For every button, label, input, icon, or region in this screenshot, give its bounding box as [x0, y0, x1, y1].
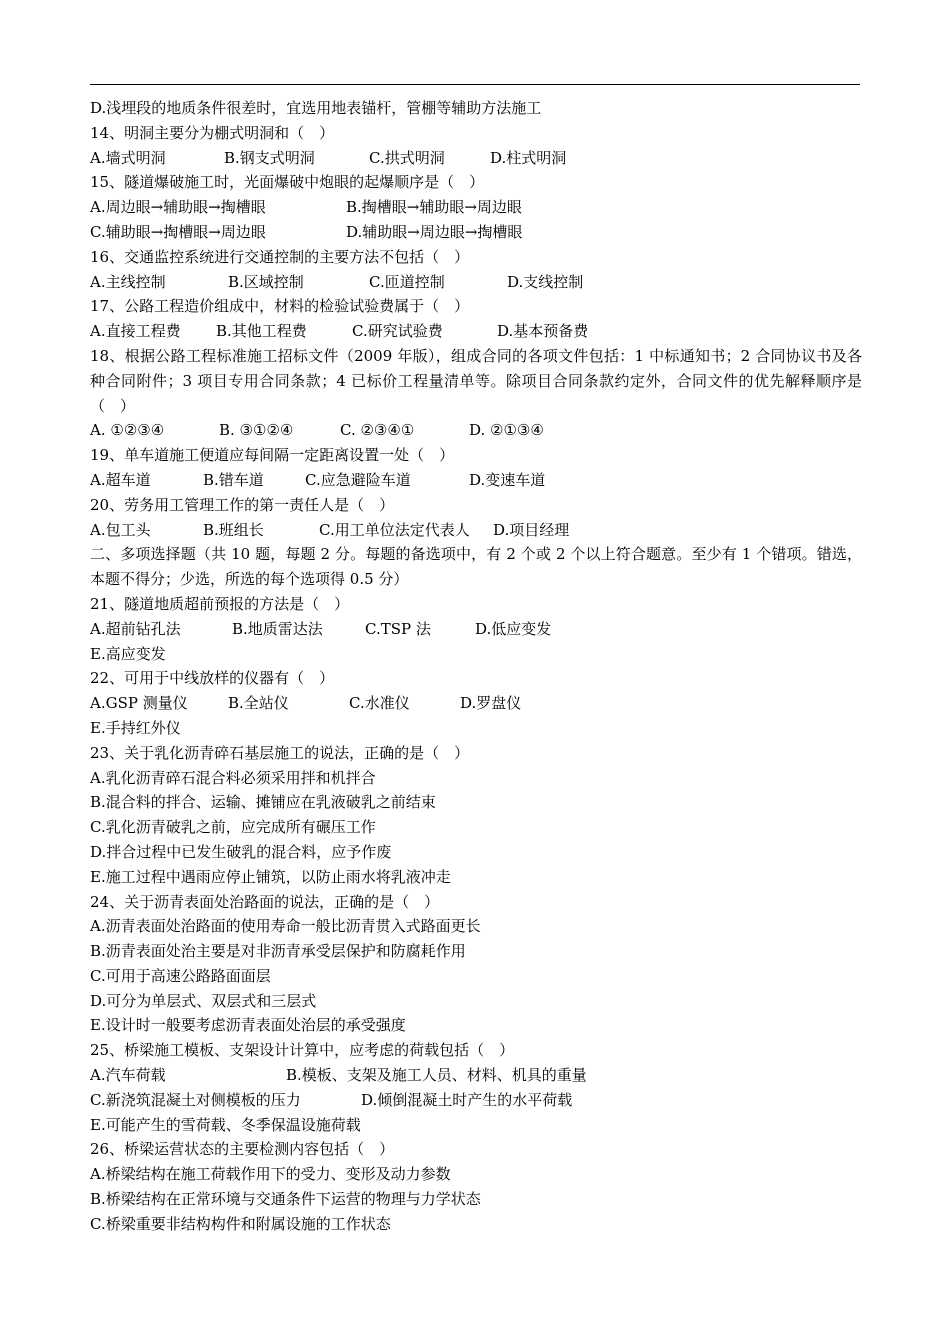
- option-a: A.主线控制: [90, 272, 166, 291]
- option-e: E.设计时一般要考虑沥青表面处治层的承受强度: [90, 1016, 406, 1035]
- question-19-options: [90, 468, 862, 493]
- option-e: E.施工过程中遇雨应停止铺筑，以防止雨水将乳液冲走: [90, 867, 451, 886]
- option-c: C.辅助眼→掏槽眼→周边眼: [90, 222, 266, 241]
- question-17: 17、公路工程造价组成中，材料的检验试验费属于（ ）: [90, 297, 470, 316]
- option-d: D.支线控制: [507, 272, 584, 291]
- option-a: A.超车道: [90, 470, 151, 489]
- question-23: 23、关于乳化沥青碎石基层施工的说法，正确的是（ ）: [90, 743, 470, 762]
- option-a: A.周边眼→辅助眼→掏槽眼: [90, 198, 266, 217]
- option-a: A.乳化沥青碎石混合料必须采用拌和机拌合: [90, 768, 376, 787]
- section-2-heading: 二、多项选择题（共 10 题，每题 2 分。每题的备选项中，有 2 个或 2 个以上符合题意。至少有 1 个错项。错选，本题不得分；少选，所选的每个选项得 0.5 分）: [90, 545, 862, 589]
- option-d: D.柱式明洞: [490, 148, 567, 167]
- question-22-options: [90, 691, 862, 716]
- option-d: D. ②①③④: [469, 421, 544, 440]
- option-d: D.变速车道: [469, 470, 546, 489]
- option-c: C.研究试验费: [352, 322, 443, 341]
- option-a: A.墙式明洞: [90, 148, 166, 167]
- option-b: B.区域控制: [228, 272, 304, 291]
- option-a: A. ①②③④: [90, 421, 165, 440]
- option-a: A.超前钻孔法: [90, 619, 181, 638]
- question-16-options: [90, 270, 862, 295]
- option-b: B. ③①②④: [219, 421, 294, 440]
- option-b: B.钢支式明洞: [224, 148, 315, 167]
- question-25-options-row2: [90, 1088, 862, 1113]
- question-19: 19、单车道施工便道应每间隔一定距离设置一处（ ）: [90, 446, 455, 465]
- option-a: A.GSP 测量仪: [90, 694, 188, 713]
- option-c: C.应急避险车道: [305, 470, 411, 489]
- option-c: C. ②③④①: [340, 421, 415, 440]
- header-rule: [90, 84, 860, 85]
- question-20-options: [90, 518, 862, 543]
- option-c: C.可用于高速公路路面面层: [90, 966, 271, 985]
- question-15-options-row1: [90, 195, 862, 220]
- document-body: [90, 96, 862, 1237]
- option-c: C.用工单位法定代表人: [319, 520, 470, 539]
- option-d: D.罗盘仪: [460, 694, 522, 713]
- question-16: 16、交通监控系统进行交通控制的主要方法不包括（ ）: [90, 247, 470, 266]
- option-a: A.桥梁结构在施工荷载作用下的受力、变形及动力参数: [90, 1165, 451, 1184]
- option-d: D.倾倒混凝土时产生的水平荷载: [361, 1090, 573, 1109]
- question-25-options-row1: [90, 1063, 862, 1088]
- option-d: D.基本预备费: [497, 322, 589, 341]
- question-14-options: [90, 146, 862, 171]
- question-20: 20、劳务用工管理工作的第一责任人是（ ）: [90, 495, 395, 514]
- question-21: 21、隧道地质超前预报的方法是（ ）: [90, 594, 350, 613]
- option-b: B.桥梁结构在正常环境与交通条件下运营的物理与力学状态: [90, 1190, 481, 1209]
- option-d: D.可分为单层式、双层式和三层式: [90, 991, 317, 1010]
- option-e: E.手持红外仪: [90, 718, 181, 737]
- option-a: A.汽车荷载: [90, 1066, 166, 1085]
- option-c: C.匝道控制: [369, 272, 445, 291]
- option-b: B.错车道: [203, 470, 264, 489]
- question-18: 18、根据公路工程标准施工招标文件（2009 年版），组成合同的各项文件包括：1 中标通知书；2 合同协议书及各种合同附件；3 项目专用合同条款；4 已标价工程量清单等。除项目合同条款约定外，合同文件的优先解释顺序是（ ）: [90, 346, 862, 415]
- option-a: A.直接工程费: [90, 322, 181, 341]
- question-17-options: [90, 319, 862, 344]
- question-14: 14、明洞主要分为棚式明洞和（ ）: [90, 123, 335, 142]
- option-e: E.高应变发: [90, 644, 166, 663]
- option-c: C.新浇筑混凝土对侧模板的压力: [90, 1090, 301, 1109]
- option-d: D.项目经理: [493, 520, 570, 539]
- option-c: C.拱式明洞: [369, 148, 445, 167]
- question-18-options: [90, 418, 862, 443]
- option-b: B.地质雷达法: [232, 619, 323, 638]
- option-e: E.可能产生的雪荷载、冬季保温设施荷载: [90, 1115, 361, 1134]
- question-24: 24、关于沥青表面处治路面的说法，正确的是（ ）: [90, 892, 440, 911]
- option-b: B.模板、支架及施工人员、材料、机具的重量: [286, 1066, 587, 1085]
- text-line: D.浅埋段的地质条件很差时，宜选用地表锚杆，管棚等辅助方法施工: [90, 99, 542, 117]
- question-15: 15、隧道爆破施工时，光面爆破中炮眼的起爆顺序是（ ）: [90, 173, 485, 192]
- option-c: C.桥梁重要非结构构件和附属设施的工作状态: [90, 1214, 391, 1233]
- option-b: B.其他工程费: [216, 322, 307, 341]
- option-a: A.沥青表面处治路面的使用寿命一般比沥青贯入式路面更长: [90, 917, 481, 936]
- option-d: D.拌合过程中已发生破乳的混合料，应予作废: [90, 842, 392, 861]
- option-b: B.沥青表面处治主要是对非沥青承受层保护和防腐耗作用: [90, 942, 466, 961]
- question-15-options-row2: [90, 220, 862, 245]
- question-21-options: [90, 617, 862, 642]
- option-b: B.混合料的拌合、运输、摊铺应在乳液破乳之前结束: [90, 793, 436, 812]
- question-26: 26、桥梁运营状态的主要检测内容包括（ ）: [90, 1140, 395, 1159]
- option-b: B.班组长: [203, 520, 264, 539]
- option-d: D.辅助眼→周边眼→掏槽眼: [346, 222, 523, 241]
- option-c: C.水准仪: [349, 694, 410, 713]
- question-22: 22、可用于中线放样的仪器有（ ）: [90, 669, 335, 688]
- option-b: B.全站仪: [228, 694, 289, 713]
- question-25: 25、桥梁施工模板、支架设计计算中，应考虑的荷载包括（ ）: [90, 1041, 515, 1060]
- option-d: D.低应变发: [475, 619, 552, 638]
- option-c: C.TSP 法: [365, 619, 431, 638]
- option-c: C.乳化沥青破乳之前，应完成所有碾压工作: [90, 818, 376, 837]
- option-a: A.包工头: [90, 520, 151, 539]
- option-b: B.掏槽眼→辅助眼→周边眼: [346, 198, 522, 217]
